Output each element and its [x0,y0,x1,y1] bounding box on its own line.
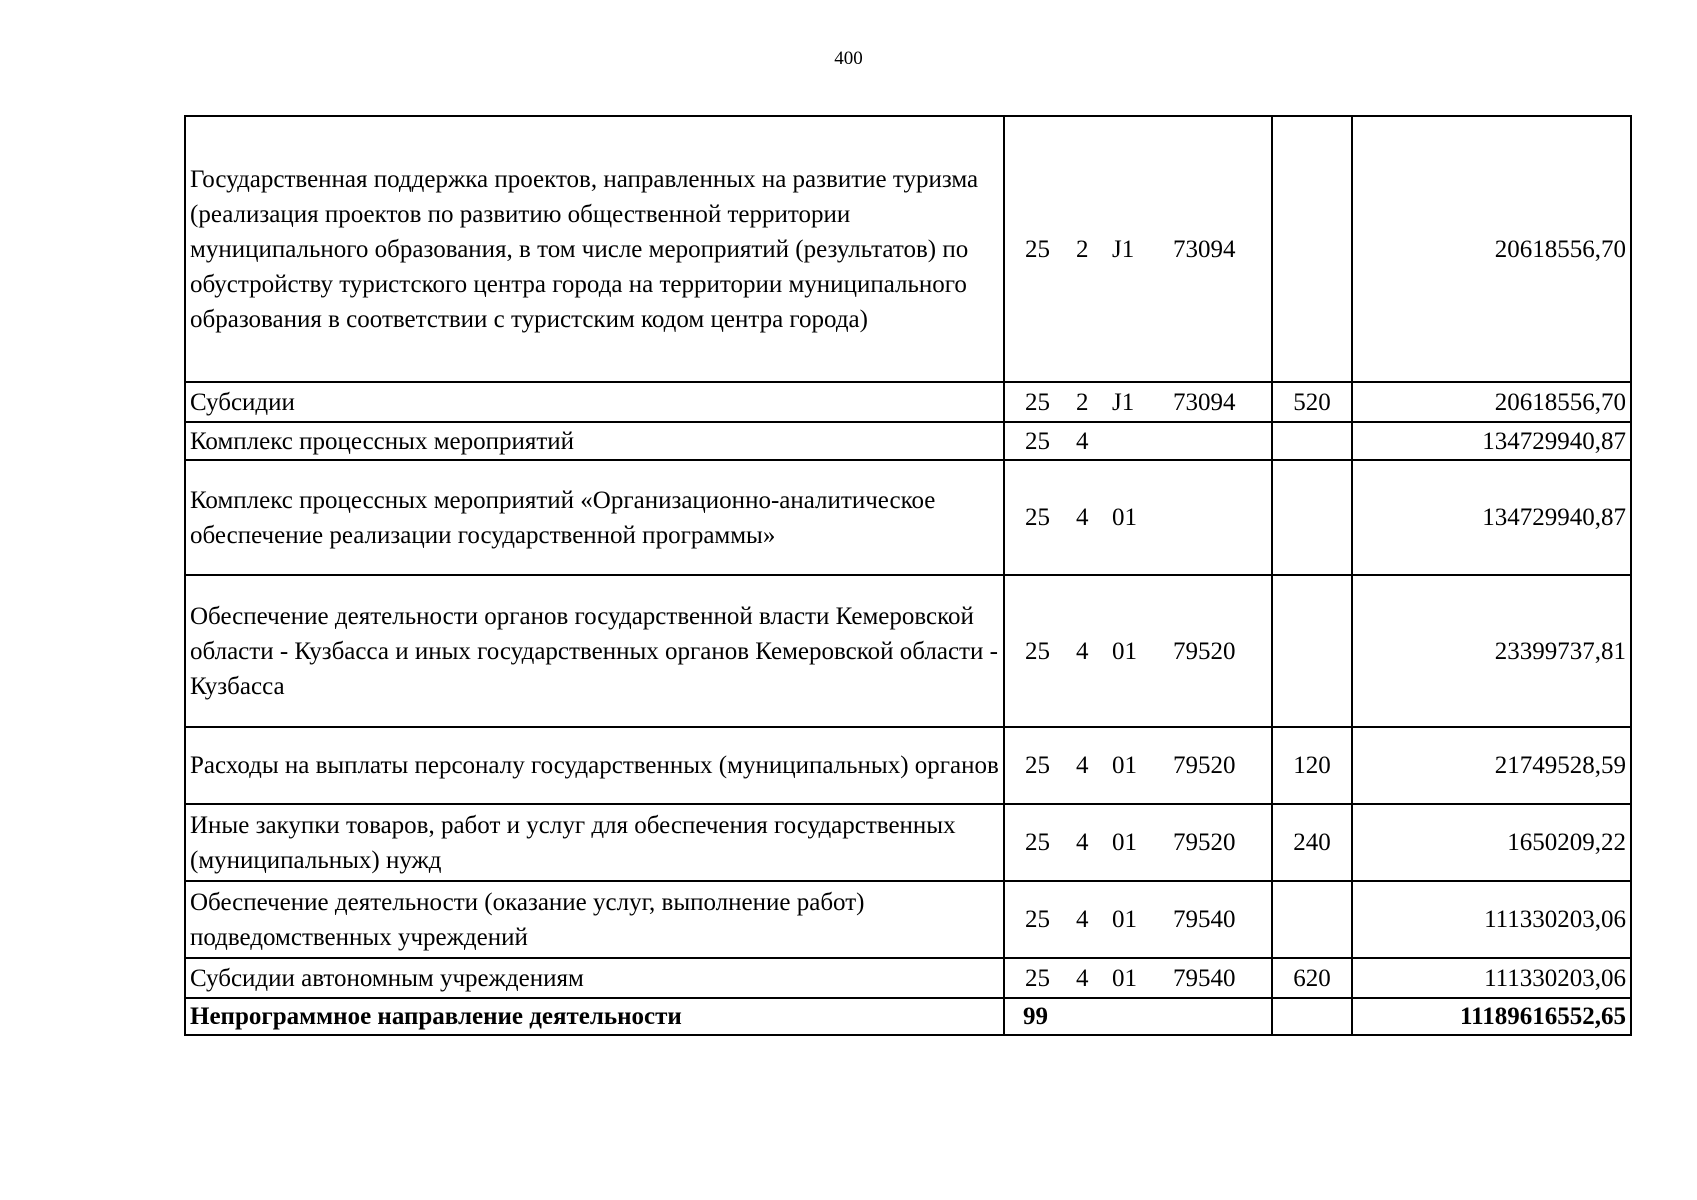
row-codes [1004,727,1272,804]
amount: 21749528,59 [1352,727,1631,804]
row-codes [1004,575,1272,727]
amount: 111330203,06 [1352,958,1631,998]
row-codes [1004,958,1272,998]
amount: 20618556,70 [1352,116,1631,382]
amount: 134729940,87 [1352,422,1631,460]
table-row [185,422,1631,460]
row-codes [1004,998,1272,1035]
direction-code: 73094 [1173,235,1236,263]
row-codes [1004,116,1272,382]
table-row [185,958,1631,998]
direction-code: 79520 [1173,829,1236,856]
program-code: 25 [1025,829,1050,856]
row-name: Субсидии [185,382,1004,422]
amount: 20618556,70 [1352,382,1631,422]
expense-type: 520 [1272,382,1352,422]
budget-table [184,115,1632,1036]
program-code: 25 [1025,752,1050,779]
subprogram-code: 2 [1076,388,1089,416]
direction-code: 79520 [1173,752,1236,779]
project-code: 01 [1112,637,1137,665]
table-row [185,881,1631,958]
expense-type [1272,575,1352,727]
row-name: Обеспечение деятельности (оказание услуг, выполнение работ) подведомственных учреждений [185,881,1004,958]
expense-type: 120 [1272,727,1352,804]
expense-type [1272,998,1352,1035]
expense-type [1272,881,1352,958]
project-code: 01 [1112,964,1137,992]
expense-type [1272,422,1352,460]
table-row [185,804,1631,881]
row-name: Субсидии автономным учреждениям [185,958,1004,998]
amount: 1650209,22 [1352,804,1631,881]
program-code: 25 [1025,637,1050,665]
direction-code: 79520 [1173,637,1236,665]
amount: 23399737,81 [1352,575,1631,727]
program-code: 25 [1025,906,1050,933]
row-codes [1004,804,1272,881]
subprogram-code: 2 [1076,235,1089,263]
project-code: 01 [1112,752,1137,779]
subprogram-code: 4 [1076,906,1089,933]
page-number: 400 [834,48,863,69]
project-code: J1 [1112,235,1135,263]
project-code: 01 [1112,906,1137,933]
program-code: 99 [1023,1003,1048,1030]
row-codes [1004,460,1272,575]
subprogram-code: 4 [1076,427,1089,455]
expense-type [1272,460,1352,575]
direction-code: 79540 [1173,906,1236,933]
table-row [185,116,1631,382]
table-row [185,382,1631,422]
subprogram-code: 4 [1076,504,1089,531]
program-code: 25 [1025,964,1050,992]
row-name: Иные закупки товаров, работ и услуг для обеспечения государственных (муниципальных) нужд [185,804,1004,881]
row-name: Непрограммное направление деятельности [185,998,1004,1035]
project-code: 01 [1112,829,1137,856]
row-name: Комплекс процессных мероприятий «Организационно-аналитическое обеспечение реализации государственной программы» [185,460,1004,575]
project-code: 01 [1112,504,1137,531]
table-row-total [185,998,1631,1035]
project-code: J1 [1112,388,1135,416]
row-name: Государственная поддержка проектов, направленных на развитие туризма (реализация проектов по развитию общественной территории муниципального образования, в том числе мероприятий (результатов) по обустройству туристского центра города на территории муниципального образования в соответствии с туристским кодом центра города) [185,116,1004,382]
amount: 11189616552,65 [1352,998,1631,1035]
program-code: 25 [1025,388,1050,416]
expense-type: 620 [1272,958,1352,998]
table-row [185,460,1631,575]
program-code: 25 [1025,504,1050,531]
table-row [185,575,1631,727]
row-codes [1004,881,1272,958]
expense-type [1272,116,1352,382]
amount: 111330203,06 [1352,881,1631,958]
row-codes [1004,382,1272,422]
program-code: 25 [1025,235,1050,263]
program-code: 25 [1025,427,1050,455]
subprogram-code: 4 [1076,829,1089,856]
direction-code: 79540 [1173,964,1236,992]
amount: 134729940,87 [1352,460,1631,575]
row-name: Комплекс процессных мероприятий [185,422,1004,460]
row-name: Обеспечение деятельности органов государственной власти Кемеровской области - Кузбасса и иных государственных органов Кемеровской области - Кузбасса [185,575,1004,727]
direction-code: 73094 [1173,388,1236,416]
subprogram-code: 4 [1076,752,1089,779]
table-row [185,727,1631,804]
subprogram-code: 4 [1076,637,1089,665]
subprogram-code: 4 [1076,964,1089,992]
row-codes [1004,422,1272,460]
expense-type: 240 [1272,804,1352,881]
row-name: Расходы на выплаты персоналу государственных (муниципальных) органов [185,727,1004,804]
